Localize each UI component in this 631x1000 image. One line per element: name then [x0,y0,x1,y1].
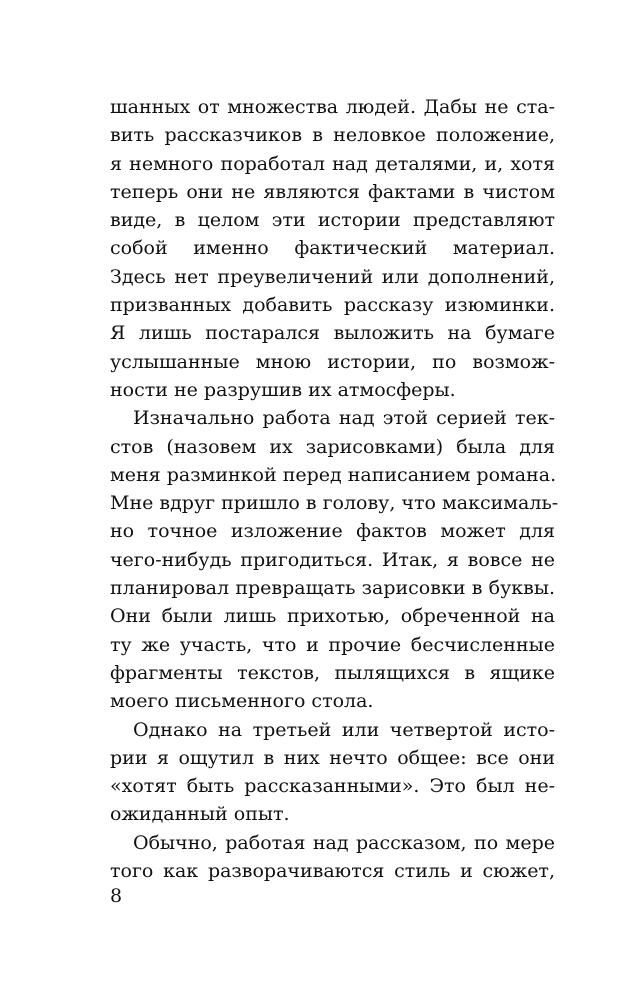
page-number: 8 [110,885,123,907]
text-line: но точное изложение фактов может для [110,520,555,543]
text-line: Мне вдруг пришло в голову, что максималь- [110,492,559,515]
text-line: фрагменты текстов, пылящихся в ящике [110,661,555,684]
text-line: виде, в целом эти истории представляют [110,209,555,232]
text-line: Изначально работа над этой серией тек- [133,407,555,430]
text-line: Здесь нет преувеличений или дополнений, [110,265,555,288]
text-line: меня разминкой перед написанием романа. [110,463,557,486]
text-line: рии я ощутил в них нечто общее: все они [110,746,555,769]
text-line: ожиданный опыт. [110,803,290,826]
text-line: стов (назовем их зарисовками) была для [110,435,555,458]
text-line: того как разворачиваются стиль и сюжет, [110,860,555,883]
text-line: теперь они не являются фактами в чистом [110,180,555,203]
body-text [110,93,559,885]
text-line: шанных от множества людей. Дабы не ста- [110,96,555,118]
text-line: Обычно, работая над рассказом, по мере [133,831,555,854]
text-line: услышанные мною истории, по возмож- [110,350,555,373]
text-line: призванных добавить рассказу изюминки. [110,294,555,317]
text-line: «хотят быть рассказанными». Это был не- [110,775,555,798]
text-line: планировал превращать зарисовки в буквы. [110,577,555,600]
text-line: чего-нибудь пригодиться. Итак, я вовсе не [110,548,555,571]
text-line: Я лишь постарался выложить на бумаге [110,322,555,345]
text-line: собой именно фактический материал. [110,237,555,260]
text-line: Однако на третьей или четвертой исто- [133,718,555,741]
text-line: ту же участь, что и прочие бесчисленные [110,633,555,656]
text-line: моего письменного стола. [110,690,374,713]
text-line: вить рассказчиков в неловкое положение, [110,124,555,147]
text-line: ности не разрушив их атмосферы. [110,378,456,401]
text-line: Они были лишь прихотью, обреченной на [110,605,555,628]
text-line: я немного поработал над деталями, и, хотя [110,152,555,175]
